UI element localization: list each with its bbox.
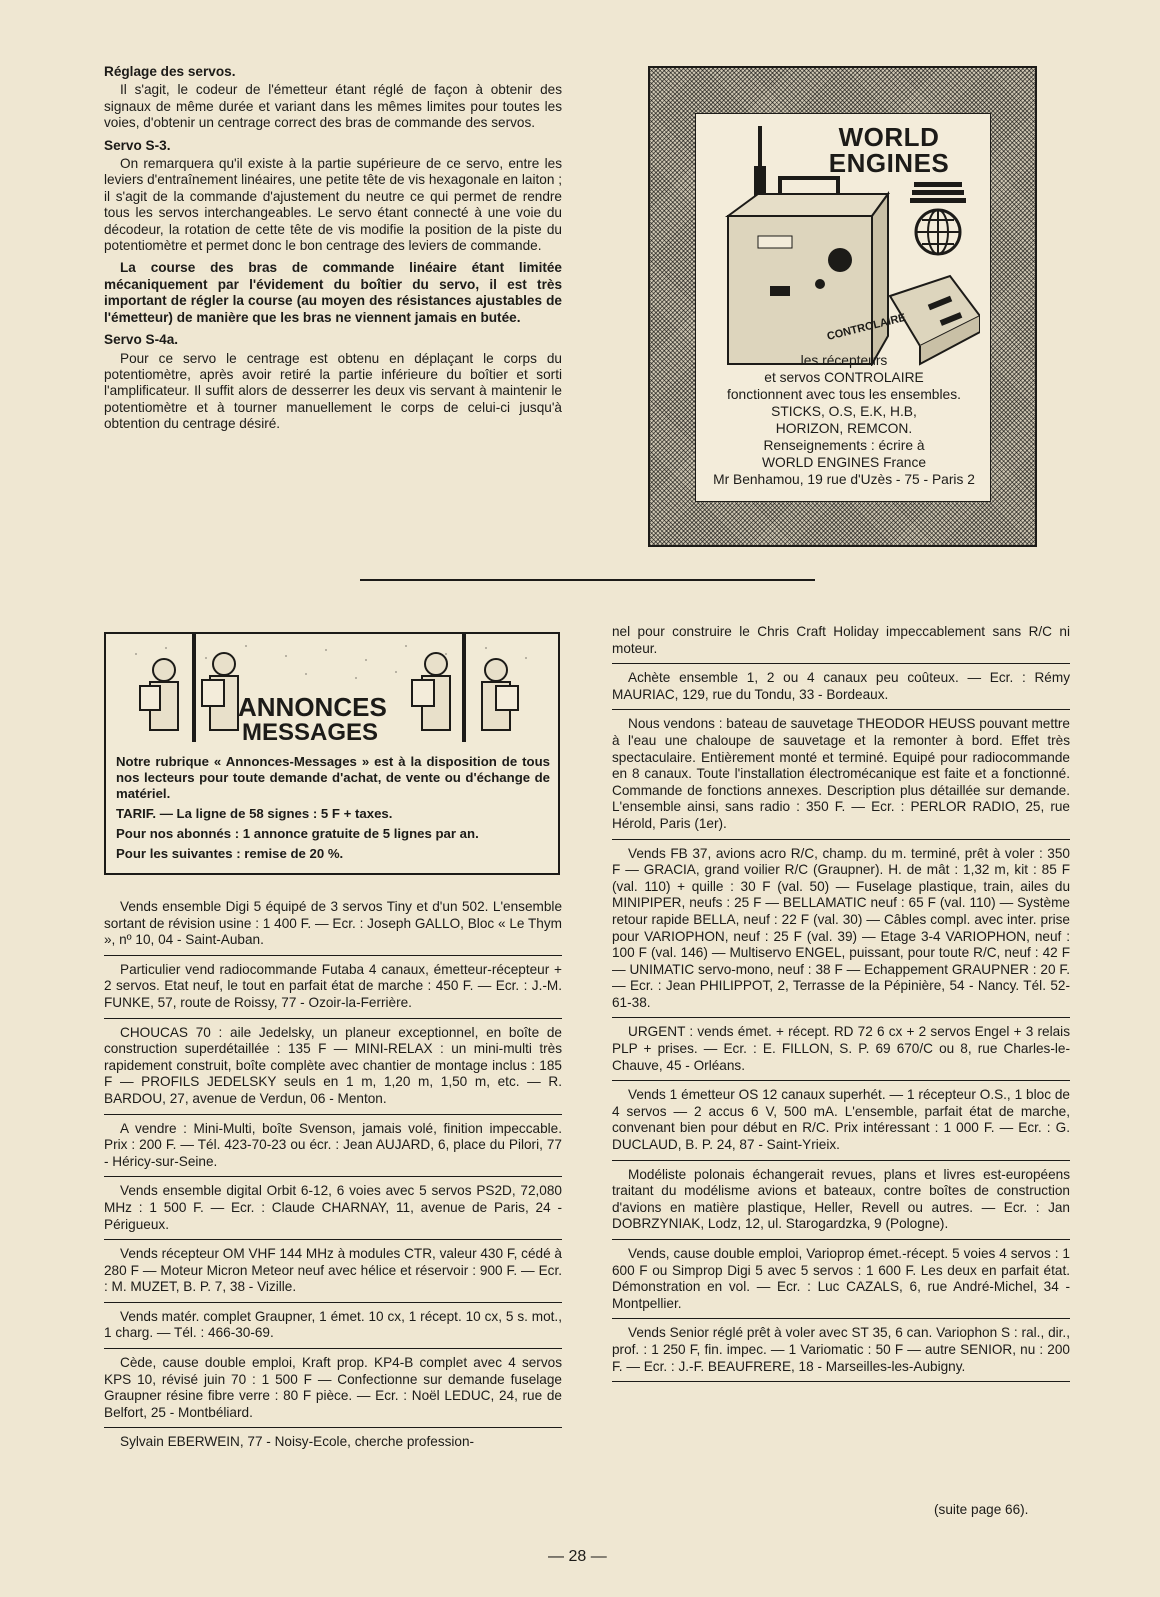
classified-ad-text: Vends ensemble digital Orbit 6-12, 6 voies avec 5 servos PS2D, 72,080 MHz : 1 500 F. — Ecr. : Claude CHARNAY, 11, avenue de Paris, 24 - Périgueux. <box>104 1183 562 1232</box>
ad-line: et servos CONTROLAIRE <box>764 370 924 385</box>
classified-ad-text: Vends récepteur OM VHF 144 MHz à modules CTR, valeur 430 F, cédé à 280 F — Moteur Micron Meteor neuf avec hélice et réservoir : 900 F. — Ecr. : M. MUZET, B. P. 7, 38 - Vizille. <box>104 1246 562 1295</box>
world-engines-text <box>696 352 992 488</box>
ad-line: Mr Benhamou, 19 rue d'Uzès - 75 - Paris 2 <box>713 472 975 487</box>
ad-line: fonctionnent avec tous les ensembles. <box>727 387 961 402</box>
world-engines-title-line2: ENGINES <box>828 148 950 178</box>
classified-ad <box>612 1018 1070 1081</box>
globe-logo-icon <box>908 182 968 258</box>
classified-ad-text: Vends FB 37, avions acro R/C, champ. du m. terminé, prêt à voler : 350 F — GRACIA, grand voilier R/C (Graupner). H. de mât : 1,32 m, kit : 85 F (val. 110) + quille : 30 F (val. 50) — Fuselage plastique, train, ailes du MINIPIPER, neufs : 25 F — BELLAMATIC neuf : 65 F (val. 110) — Système retour rapide BELLA, neuf : 22 F (val. 30) — Câbles compl. avec inter. prise pour VARIOPHON, neuf : 25 F (val. 39) — Etage 3-4 VARIOPHON, neuf : 100 F (val. 146) — Multiservo ENGEL, puissant, pour toute R/C, neuf : 42 F — UNIMATIC servo-mono, neuf : 38 F — Echappement GRAUPNER : 20 F. — Ecr. : Jean PHILIPPOT, 2, Terrasse de la Pépinière, 54 - Nancy. Tél. 52-61-38. <box>612 845 1070 1010</box>
ad-line: les récepteurs <box>800 353 888 368</box>
classified-ad <box>104 1349 562 1428</box>
classified-ad <box>612 664 1070 710</box>
annonces-title: ANNONCES <box>238 692 387 722</box>
controlaire-label: CONTROLAIRE <box>825 311 908 343</box>
ad-line: Renseignements : écrire à <box>763 438 925 453</box>
annonces-abonnes: Pour nos abonnés : 1 annonce gratuite de 5 lignes par an. <box>116 826 479 841</box>
world-engines-ad <box>648 66 1037 547</box>
paragraph-reglage: Il s'agit, le codeur de l'émetteur étant réglé de façon à obtenir des signaux de même durée et variant dans les mêmes limites pour toutes les voies, d'obtenir un centrage correct des bras de commande des servos. <box>104 82 562 131</box>
classified-ad <box>104 893 562 956</box>
classified-ad-text: CHOUCAS 70 : aile Jedelsky, un planeur exceptionnel, en boîte de construction superdétaillée : 135 F — MINI-RELAX : un mini-multi très rapidement construit, boîte complète avec chantier de montage inclus : 185 F — PROFILS JEDELSKY seuls en 1 m, 1,20 m, 1,50 m, etc. — R. BARDOU, 27, avenue de Verdun, 06 - Menton. <box>104 1024 562 1106</box>
classified-ad <box>104 1115 562 1178</box>
annonces-tarif: TARIF. — La ligne de 58 signes : 5 F + taxes. <box>116 806 393 821</box>
ad-line: STICKS, O.S, E.K, H.B, <box>771 404 917 419</box>
ad-line: HORIZON, REMCON. <box>775 421 913 436</box>
classified-ad-text: Cède, cause double emploi, Kraft prop. KP4-B complet avec 4 servos KPS 10, révisé juin 70 : 1 500 F — Confectionne sur demande fuselage Graupner résine fibre verre : 80 F pièce. — Ecr. : Noël LEDUC, 24, rue de Belfort, 25 - Montbéliard. <box>104 1355 562 1420</box>
classified-ad <box>104 1428 562 1457</box>
classified-ad <box>612 1081 1070 1160</box>
paragraph-servo-s4a: Pour ce servo le centrage est obtenu en déplaçant le corps du potentiomètre, après avoir retiré la partie inférieure du boîtier et sorti l'amplificateur. Il suffit alors de desserrer les deux vis servant à maintenir le potentiomètre et à tourner manuellement le corps de celui-ci jusqu'à obtention du centrage désiré. <box>104 350 562 432</box>
heading-reglage: Réglage des servos. <box>104 64 236 79</box>
classified-ad <box>612 840 1070 1019</box>
classifieds-left-column <box>104 893 562 1457</box>
servo-article <box>104 64 562 439</box>
classified-ad-text: Vends matér. complet Graupner, 1 émet. 10 cx, 1 récept. 10 cx, 5 s. mot., 1 charg. — Tél. : 466-30-69. <box>104 1308 562 1341</box>
section-divider <box>360 579 815 581</box>
classified-ad-text: Vends 1 émetteur OS 12 canaux superhét. — 1 récepteur O.S., 1 bloc de 4 servos — 2 accus 6 V, 500 mA. L'ensemble, parfait état de marche, convenant bien pour début en R/C. Prix intéressant : 1 000 F. — Ecr. : G. DUCLAUD, B. P. 24, 87 - Saint-Yrieix. <box>612 1087 1070 1153</box>
classified-ad-text: Achète ensemble 1, 2 ou 4 canaux peu coûteux. — Ecr. : Rémy MAURIAC, 129, rue du Tondu, 33 - Bordeaux. <box>612 670 1070 702</box>
classified-ad-text: A vendre : Mini-Multi, boîte Svenson, jamais volé, finition impeccable. Prix : 200 F. — Tél. 423-70-23 ou écr. : Jean AUJARD, 6, place du Pilori, 77 - Héricy-sur-Seine. <box>104 1120 562 1169</box>
paragraph-course-warning: La course des bras de commande linéaire étant limitée mécaniquement par l'évidement du boîtier du servo, il est très important de régler la course (au moyen des résistances ajustables de l'émetteur) de manière que les bras ne viennent jamais en butée. <box>104 260 562 325</box>
annonces-messages-box <box>104 632 560 875</box>
classified-ad <box>104 1177 562 1240</box>
classified-ad-text: URGENT : vends émet. + récept. RD 72 6 cx + 2 servos Engel + 3 relais PLP + prises. — Ecr. : E. FILLON, S. P. 69 670/C ou 8, rue Charles-le-Chauve, 45 - Orléans. <box>612 1024 1070 1073</box>
classified-ad-text: Sylvain EBERWEIN, 77 - Noisy-Ecole, cherche profession- <box>120 1434 475 1450</box>
world-engines-title <box>796 124 982 176</box>
annonces-info <box>116 754 550 866</box>
world-engines-title-line1: WORLD <box>838 122 940 152</box>
classified-ad-text: Vends, cause double emploi, Varioprop émet.-récept. 5 voies 4 servos : 1 600 F ou Simprop Digi 5 avec 5 servos : 1 600 F. Les deux en parfait état. Démonstration en vol. — Ecr. : Luc CAZALS, 6, rue André-Michel, 34 - Montpellier. <box>612 1246 1070 1311</box>
classified-ad-text: Vends Senior réglé prêt à voler avec ST 35, 6 can. Variophon S : ral., dir., prof. : 1 250 F, fin. impec. — 1 Variomatic : 50 F — autre SENIOR, nu : 200 F. — Ecr. : J.-F. BEAUFRERE, 18 - Marseilles-les-Aubigny. <box>612 1325 1070 1374</box>
classified-ad <box>612 1161 1070 1240</box>
classified-ad <box>612 710 1070 839</box>
classified-ad <box>104 956 562 1019</box>
classified-ad <box>104 1240 562 1303</box>
heading-servo-s3: Servo S-3. <box>104 137 171 153</box>
classifieds-right-column <box>612 624 1070 1382</box>
classified-ad-text: Vends ensemble Digi 5 équipé de 3 servos Tiny et d'un 502. L'ensemble sortant de révision usine : 1 400 F. — Ecr. : Joseph GALLO, Bloc « Le Thym », nº 10, 04 - Saint-Auban. <box>104 899 562 948</box>
classified-ad-text: Modéliste polonais échangerait revues, plans et livres est-européens traitant du modélisme avions et bateaux, contre boîtes de construction d'avions en matière plastique, Heller, Revell ou autres. — Ecr. : Jan DOBRZYNIAK, Lodz, 12, ul. Starogardzka, 9 (Pologne). <box>612 1166 1070 1232</box>
page-number: — 28 — <box>548 1548 607 1565</box>
classified-ad-text: Nous vendons : bateau de sauvetage THEODOR HEUSS pouvant mettre à l'eau une chaloupe de sauvetage et la remonter à bord. Effet très spectaculaire. Entièrement monté et terminé. Equipé pour radiocommande en 8 canaux. Toute l'installation électromécanique est faite et a fonctionné. Commande de fonctions annexes. Description plus détaillée sur demande. L'ensemble ainsi, sans radio : 350 F. — Ecr. : PERLOR RADIO, 25, rue Hérold, Paris (1er). <box>612 716 1070 831</box>
annonces-intro: Notre rubrique « Annonces-Messages » est à la disposition de tous nos lecteurs pour toute demande d'achat, de vente ou d'échange de matériel. <box>116 754 550 801</box>
world-engines-ad-panel <box>695 113 991 502</box>
continued-note: (suite page 66). <box>934 1502 1029 1517</box>
classified-ad-continued: nel pour construire le Chris Craft Holiday impeccablement sans R/C ni moteur. <box>612 624 1070 664</box>
classified-ad <box>104 1019 562 1115</box>
paragraph-servo-s3: On remarquera qu'il existe à la partie supérieure de ce servo, entre les leviers d'entraînement linéaires, une petite tête de vis hexagonale en laiton ; il s'agit de la commande d'ajustement du neutre ce qui permet de rendre tous les servos interchangeables. Le servo étant connecté à une voie du décodeur, la rotation de cette tête de vis modifie la position de la piste du potentiomètre et permet donc le bon centrage des leviers de commande. <box>104 156 562 254</box>
ad-line: WORLD ENGINES France <box>761 455 927 470</box>
classified-ad <box>104 1303 562 1349</box>
classified-ad <box>612 1240 1070 1319</box>
annonces-suivantes: Pour les suivantes : remise de 20 %. <box>116 846 344 861</box>
messages-title: MESSAGES <box>242 719 379 742</box>
annonces-header-illustration <box>106 634 558 742</box>
heading-servo-s4a: Servo S-4a. <box>104 332 179 348</box>
classified-ad <box>612 1319 1070 1382</box>
classified-ad-text: Particulier vend radiocommande Futaba 4 canaux, émetteur-récepteur + 2 servos. Etat neuf, le tout en parfait état de marche : 450 F. — Ecr. : J.-M. FUNKE, 57, route de Roissy, 77 - Ozoir-la-Ferrière. <box>104 961 562 1010</box>
